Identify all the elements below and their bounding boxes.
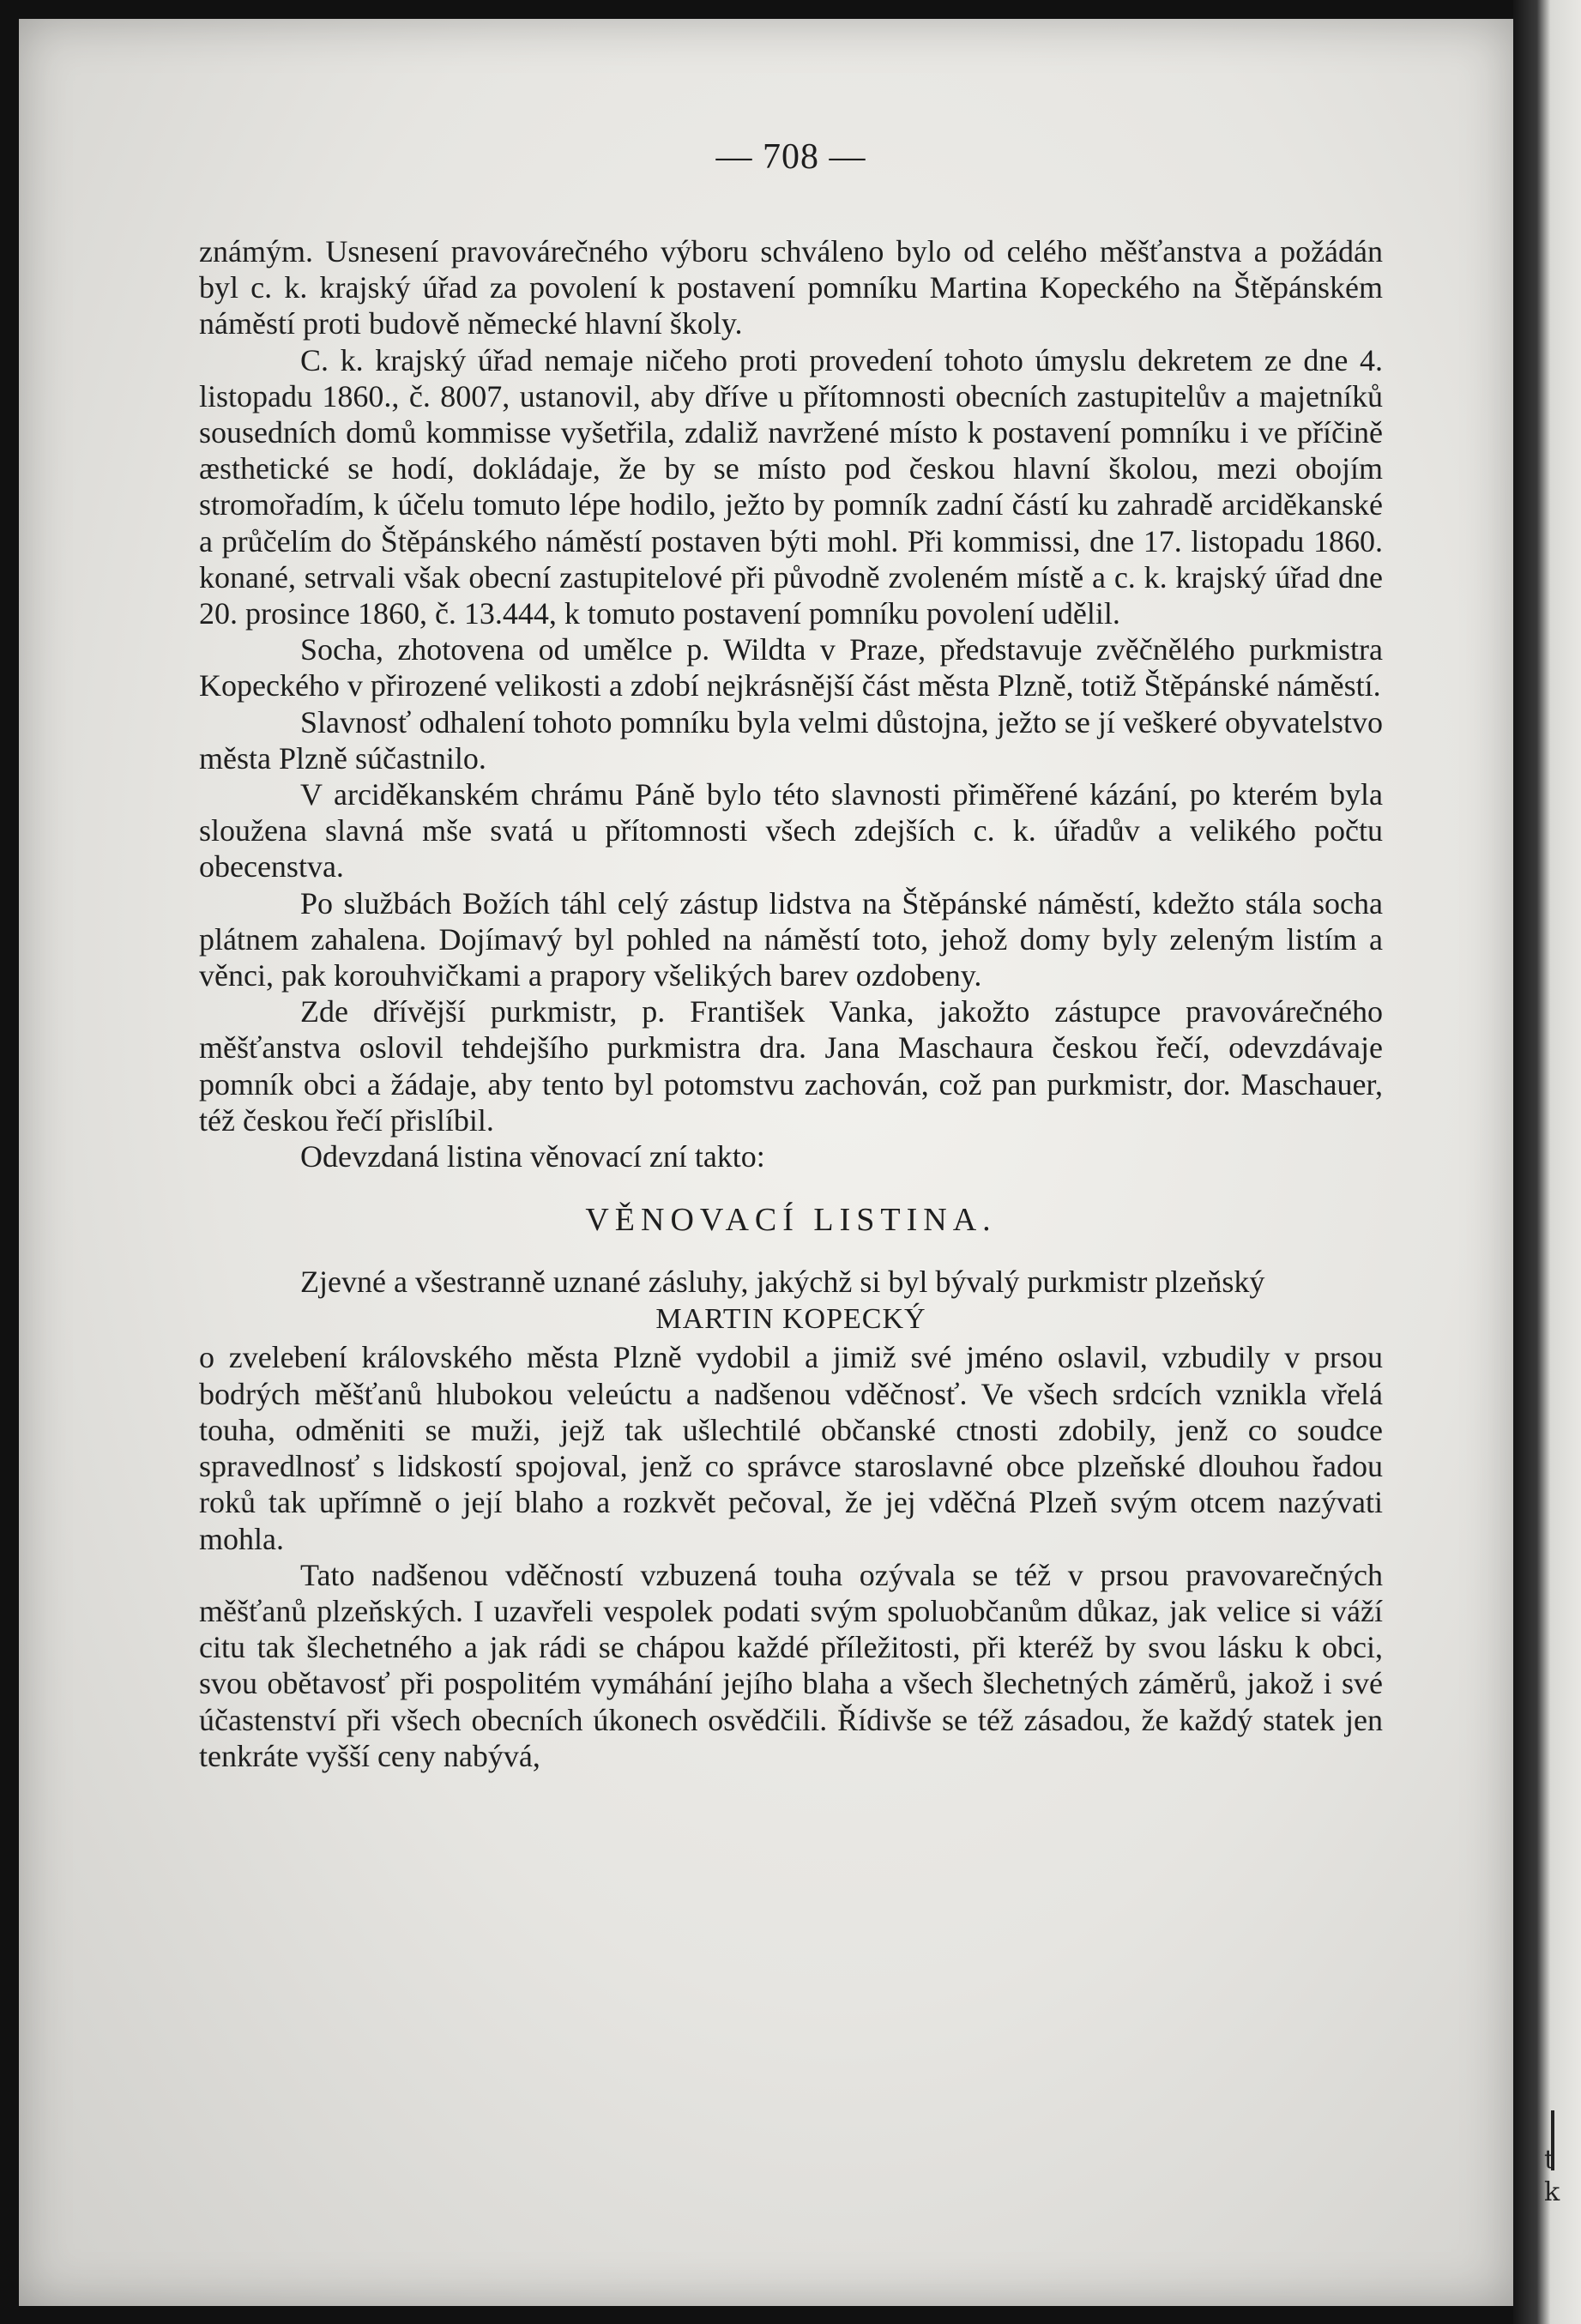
page-text-column — [199, 137, 1383, 1774]
paragraph: V arciděkanském chrámu Páně bylo této slavnosti přiměřené kázání, po kterém byla sloužena slavná mše svatá u přítomnosti všech zdejších c. k. úřadův a velikého počtu obecenstva. — [199, 777, 1383, 884]
paragraph: Socha, zhotovena od umělce p. Wildta v Praze, představuje zvěčnělého purkmistra Kopeckého v přirozené velikosti a zdobí nejkrásnější část města Plzně, totiž Štěpánské náměstí. — [199, 632, 1383, 703]
paragraph: Po službách Božích táhl celý zástup lidstva na Štěpánské náměstí, kdežto stála socha plátnem zahalena. Dojímavý byl pohled na náměstí toto, jehož domy byly zeleným listím a věnci, pak korouhvičkami a prapory všelikých barev ozdobeny. — [199, 885, 1383, 993]
paragraph: Zde dřívější purkmistr, p. František Vanka, jakožto zástupce pravovárečného měšťanstva oslovil tehdejšího purkmistra dra. Jana Maschaura českou řečí, odevzdávaje pomník obci a žádaje, aby tento byl potomstvu zachován, což pan purkmistr, dor. Maschauer, též českou řečí přislíbil. — [199, 994, 1383, 1138]
section-heading: VĚNOVACÍ LISTINA. — [585, 1202, 997, 1239]
edge-glyph-k: k — [1544, 2177, 1560, 2207]
edge-glyph-t: t — [1544, 2145, 1555, 2175]
intro-paragraph: Zjevné a všestranně uznané zásluhy, jakýchž si byl bývalý purkmistr plzeňský — [300, 1265, 1265, 1300]
paragraph: Tato nadšenou vděčností vzbuzená touha ozývala se též v prsou pravovarečných měšťanů plzeňských. I uzavřeli vespolek podati svým spoluobčanům důkaz, jak velice si váží citu tak šlechetného a jak rádi se chápou každé příležitosti, při kteréž by svou lásku k obci, svou obětavosť při pospolitém vymáhání jejího blaha a všech šlechetných záměrů, jakož i své účastenství při všech obecních úkonech osvědčili. Řídivše se též zásadou, že každý statek jen tenkráte vyšší ceny nabývá, — [199, 1557, 1383, 1773]
page-number: — 708 — — [715, 137, 866, 177]
paragraph: známým. Usnesení pravovárečného výboru schváleno bylo od celého měšťanstva a požádán byl c. k. krajský úřad za povolení k postavení pomníku Martina Kopeckého na Štěpánském náměstí proti budově německé hlavní školy. — [199, 234, 1383, 341]
paragraph: Odevzdaná listina věnovací zní takto: — [300, 1139, 765, 1174]
adjacent-page-edge — [1513, 0, 1581, 2324]
top-paragraphs — [199, 233, 1383, 1174]
paragraph: o zvelebení královského města Plzně vydobil a jimiž své jméno oslavil, vzbudily v prsou bodrých měšťanů hlubokou veleúctu a nadšenou vděčnosť. Ve všech srdcích vznikla vřelá touha, odměniti se muži, jejž tak ušlechtilé občanské ctnosti zdobily, jenž co soudce spravedlnosť s lidskostí spojoval, jenž co správce staroslavné obce plzeňské dlouhou řadou roků tak upřímně o její blaho a rozkvět pečoval, že jej vděčná Plzeň svým otcem nazývati mohla. — [199, 1340, 1383, 1556]
honoree-name: MARTIN KOPECKÝ — [655, 1303, 926, 1336]
bottom-paragraphs — [199, 1339, 1383, 1773]
paragraph: C. k. krajský úřad nemaje ničeho proti provedení tohoto úmyslu dekretem ze dne 4. listopadu 1860., č. 8007, ustanovil, aby dříve u přítomnosti obecních zastupitelův a majetníků sousedních domů kommisse vyšetřila, zdaliž navržené místo k postavení pomníku i ve příčině æsthetické se hodí, dokládaje, že by se místo pod českou hlavní školou, mezi obojím stromořadím, k účelu tomuto lépe hodilo, ježto by pomník zadní částí ku zahradě arciděkanské a průčelím do Štěpánského náměstí postaven býti mohl. Při kommissi, dne 17. listopadu 1860. konané, setrvali však obecní zastupitelové při původně zvoleném místě a c. k. krajský úřad dne 20. prosince 1860, č. 13.444, k tomuto postavení pomníku povolení udělil. — [199, 342, 1383, 631]
paragraph: Slavnosť odhalení tohoto pomníku byla velmi důstojna, ježto se jí veškeré obyvatelstvo města Plzně súčastnilo. — [199, 704, 1383, 776]
